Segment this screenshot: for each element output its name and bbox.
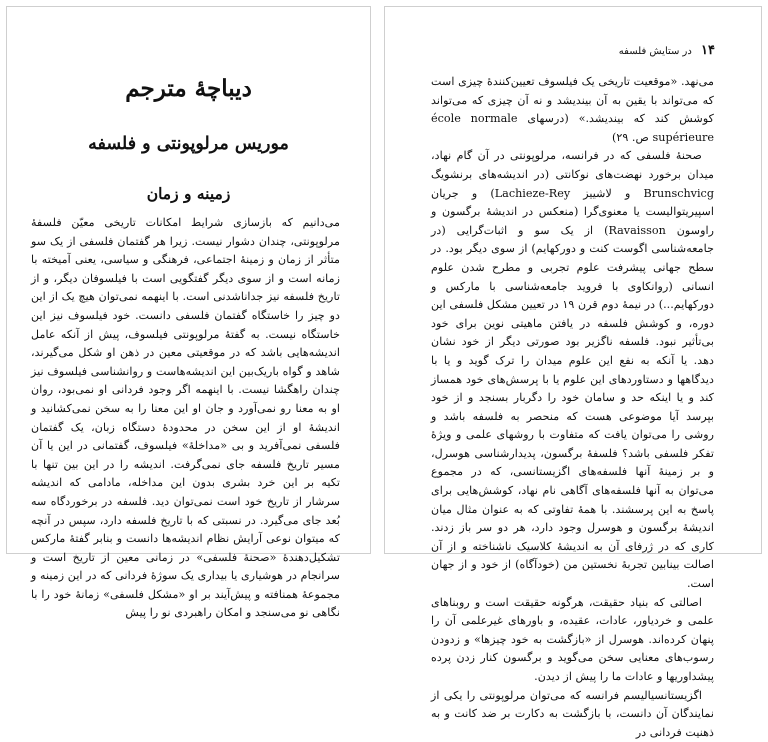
paragraph: اگزیستانسیالیسم فرانسه که می‌توان مرلوپونتی را یکی از نمایندگان آن دانست، با بازگشت به دکارت بر ضد کانت و به ذهنیت فردانی در [431, 688, 714, 739]
left-page-body [31, 214, 340, 623]
running-title: در ستایش فلسفه [618, 46, 692, 57]
preface-title: دیباچهٔ مترجم [125, 75, 252, 102]
page-number: ۱۴ [701, 43, 715, 58]
preface-subtitle: موریس مرلوپونتی و فلسفه [88, 134, 289, 154]
right-page-body [431, 73, 714, 742]
paragraph: صحنهٔ فلسفی که در فرانسه، مرلوپونتی در آن گام نهاد، میدان برخورد نهضت‌های نوکانتی (در اندیشه‌های برنشویگ Brunschvicg و لاشییز Lachieze-Rey) و جریان اسپیریتوالیست یا معنوی‌گرا (منعکس در اندیشهٔ برگسون و راوسون Ravaisson) از یک سو و اثبات‌گرایی (در جامعه‌شناسی اگوست کنت و دورکهایم) از سوی دیگر بود. در سطح جهانی پیشرفت علوم تجربی و مطرح شدن علوم انسانی (روانکاوی با فروید جامعه‌شناسی با مارکس و دورکهایم...) در نیمهٔ دوم قرن ۱۹ در تعیین مشکل فلسفی این دوره، و کوشش فلسفه در یافتن ماهیتی نوین برای خود بی‌تأثیر نبود. فلسفه ناگزیر بود صورتی دیگر از خود نشان دهد. یا آنکه به نفع این علوم میدان را ترک گوید و یا با دیدگاهها و دستاوردهای این علوم یا با پرسش‌های خود همساز کند و یا اینکه حد و سامان خود را دگربار بسنجد و از خود بپرسد آیا موضوعی هست که منحصر به فلسفه باشد و روشی را می‌توان یافت که متفاوت با روشهای علمی و ویژهٔ تفکر فلسفی باشد؟ فلسفهٔ برگسون، پدیدارشناسی هوسرل، و بر زمینهٔ آنها فلسفه‌های اگزیستانسی، که در مجموع می‌توان به آنها فلسفه‌های آگاهی نام نهاد، کوشش‌هایی برای پاسخ به این پرسشند. با همهٔ تفاوتی که به عنوان مثال میان اندیشهٔ برگسون و هوسرل وجود دارد، هر دو سر باز زدند. کاری که در ژرفای آن به اندیشهٔ کلاسیک ناشناخته و از آن اصالت بینابین تجربهٔ نخستین من (خودآگاه) از خود و از جهان است. [431, 149, 715, 591]
running-header [619, 43, 715, 58]
paragraph: می‌نهد. «موقعیت تاریخی یک فیلسوف تعیین‌کنندهٔ چیزی است که می‌تواند با یقین به آن بیندیشد و نه آن چیزی که می‌تواند کوشش کند که بیندیشد.» (درسهای école normale supérieure ص. ۲۹) [431, 75, 714, 144]
right-page [384, 6, 762, 739]
left-page [6, 6, 371, 620]
paragraph: اصالتی که بنیاد حقیقت، هرگونه حقیقت است و روبناهای علمی و خردیاور، عادات، عقیده، و باورهای غیرعلمی آن را پنهان کرده‌اند. هوسرل از «بازگشت به خود چیزها» و زدودن رسوب‌های معنایی سخن می‌گوید و برگسون کنار زدن پرده پیشداوریها و عادات ما را پیش از دیدن. [431, 595, 714, 683]
section-title: زمینه و زمان [146, 184, 231, 203]
paragraph: می‌دانیم که بازسازی شرایط امکانات تاریخی معیّن فلسفهٔ مرلوپونتی، چندان دشوار نیست. زیرا هر گفتمان فلسفی از یک سو متأثر از زمان و زمینهٔ اجتماعی، فرهنگی و سیاسی، یعنی آمیخته با زمانه است و از سوی دیگر گفتگویی است با فیلسوفان دیگر، و از تاریخ فلسفه نیز جداناشدنی است. با اینهمه نمی‌توان هیچ یک از این دو چیز را خاستگاه گفتمان فلسفی دانست. خود فیلسوف نیز این خاستگاه نیست. به گفتهٔ مرلوپونتی فیلسوف، پیش از آنکه عامل اندیشه‌هایی باشد که در موقعیتی معین در ذهن او شکل می‌گیرند، شاهد و گواه باریک‌بین این اندیشه‌هاست و روانشناسی فیلسوف نیز چندان راهگشا نیست. با اینهمه اگر وجود فردانی او نمی‌بود، روان او به معنا رو نمی‌آورد و جان او این معنا را به سخن نمی‌کشانید و اندیشهٔ او از این سخن در محدودهٔ دستگاه زبان، یک گفتمان فلسفی نمی‌آفرید و بی «مداخلهٔ» فیلسوف، گفتمانی در این یا آن مسیر تاریخ فلسفه جای نمی‌گرفت. اندیشه را در این بین تنها با تکیه بر این خرد بشری بدون این مداخله، مادامی که اندیشه سرشار از تاریخ خود است نمی‌توان دید. فلسفه در برخوردگاه سه بُعد جای می‌گیرد. در نسبتی که با تاریخ فلسفه دارد، سپس در آنچه که میتوان نوعی آرایش نظام اندیشه‌ها دانست و بنابر گفتهٔ مارکس تشکیل‌دهندهٔ «صحنهٔ فلسفی» در زمانی معین از تاریخ است و سرانجام در هوشیاری یا بیداری یک سوژهٔ فردانی که در این زمینه و مجموعهٔ همنافته و پیش‌آیند بر او «مشکل فلسفی» زمانهٔ خود را با نگاهی نو می‌سنجد و امکان راهبردی نو را پیش [31, 216, 340, 620]
